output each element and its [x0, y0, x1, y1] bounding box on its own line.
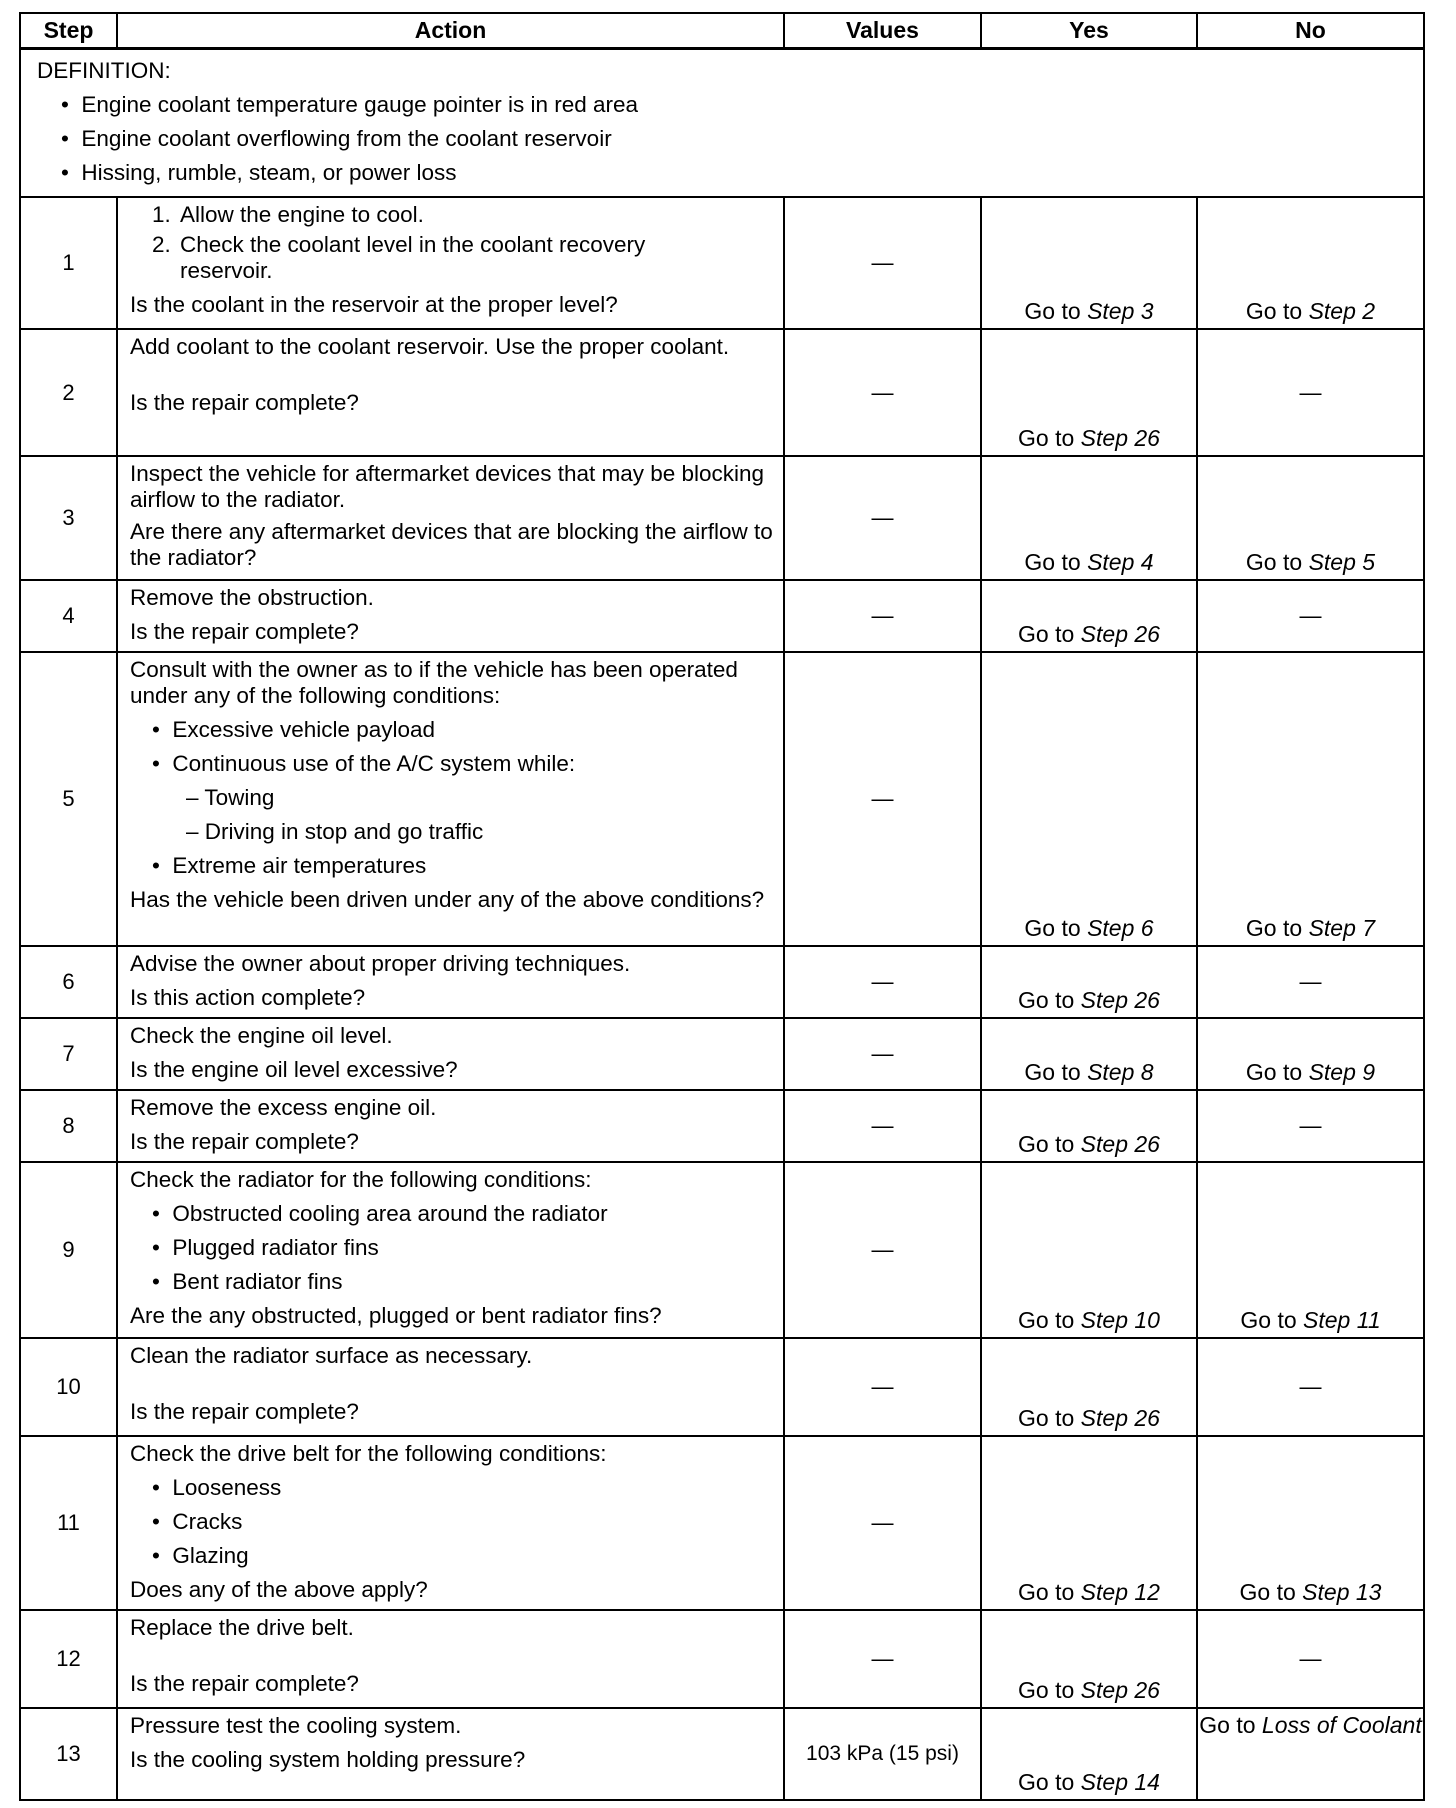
- step-number: 9: [20, 1162, 117, 1338]
- yes-link[interactable]: Go to Step 26: [981, 1610, 1197, 1708]
- action-cell: [117, 1338, 784, 1436]
- action-text: Add coolant to the coolant reservoir. Use the proper coolant.: [130, 334, 730, 359]
- sub-item: – Towing: [186, 785, 275, 810]
- question: Is the cooling system holding pressure?: [130, 1747, 526, 1772]
- step-number: 12: [20, 1610, 117, 1708]
- question: Is the repair complete?: [130, 1671, 359, 1696]
- yes-link[interactable]: Go to Step 26: [981, 946, 1197, 1018]
- question: Is the repair complete?: [130, 619, 359, 644]
- no-link[interactable]: Go to Step 5: [1197, 456, 1424, 580]
- table-row: [20, 197, 1424, 329]
- definition-row: [20, 49, 1424, 198]
- no-link[interactable]: Go to Step 2: [1197, 197, 1424, 329]
- definition-item: • Hissing, rumble, steam, or power loss: [61, 160, 457, 185]
- bullet-item: • Glazing: [152, 1543, 249, 1568]
- table-row: [20, 1436, 1424, 1610]
- table-row: [20, 1338, 1424, 1436]
- yes-link[interactable]: Go to Step 26: [981, 1090, 1197, 1162]
- step-number: 4: [20, 580, 117, 652]
- question: Is the repair complete?: [130, 390, 359, 415]
- question: Are there any aftermarket devices that are blocking the airflow to the radiator?: [130, 519, 773, 570]
- value-cell: 103 kPa (15 psi): [784, 1708, 981, 1800]
- value-cell: —: [784, 652, 981, 946]
- question: Has the vehicle been driven under any of the above conditions?: [130, 887, 765, 912]
- no-value: —: [1197, 580, 1424, 652]
- header-row: [20, 13, 1424, 49]
- yes-link[interactable]: Go to Step 8: [981, 1018, 1197, 1090]
- action-text: Check the engine oil level.: [130, 1023, 393, 1048]
- definition-item: • Engine coolant temperature gauge pointer is in red area: [61, 92, 639, 117]
- value-cell: —: [784, 1610, 981, 1708]
- yes-link[interactable]: Go to Step 26: [981, 1338, 1197, 1436]
- bullet-item: • Bent radiator fins: [152, 1269, 343, 1294]
- no-value: —: [1197, 1090, 1424, 1162]
- action-text: Remove the obstruction.: [130, 585, 374, 610]
- action-cell: [117, 329, 784, 456]
- question: Is the coolant in the reservoir at the proper level?: [130, 292, 618, 317]
- bullet-item: • Plugged radiator fins: [152, 1235, 379, 1260]
- header-no: No: [1197, 13, 1424, 49]
- value-cell: —: [784, 1162, 981, 1338]
- question: Is the repair complete?: [130, 1399, 359, 1424]
- diagnostic-table: [19, 12, 1425, 1801]
- no-link[interactable]: Go to Step 9: [1197, 1018, 1424, 1090]
- value-cell: —: [784, 456, 981, 580]
- sub-item: – Driving in stop and go traffic: [186, 819, 484, 844]
- no-value: —: [1197, 329, 1424, 456]
- value-cell: —: [784, 1090, 981, 1162]
- step-number: 11: [20, 1436, 117, 1610]
- action-cell: [117, 1018, 784, 1090]
- step-number: 6: [20, 946, 117, 1018]
- table-row: [20, 652, 1424, 946]
- no-value: —: [1197, 1610, 1424, 1708]
- value-cell: —: [784, 197, 981, 329]
- definition-label: DEFINITION:: [37, 58, 171, 83]
- numbered-item: 1. Allow the engine to cool.: [152, 202, 424, 227]
- action-cell: [117, 946, 784, 1018]
- yes-link[interactable]: Go to Step 14: [981, 1708, 1197, 1800]
- step-number: 3: [20, 456, 117, 580]
- step-number: 8: [20, 1090, 117, 1162]
- value-cell: —: [784, 1338, 981, 1436]
- action-cell: [117, 197, 784, 329]
- definition-cell: [20, 49, 1424, 198]
- action-text: Pressure test the cooling system.: [130, 1713, 462, 1738]
- action-text: Replace the drive belt.: [130, 1615, 354, 1640]
- value-cell: —: [784, 1436, 981, 1610]
- action-text: Clean the radiator surface as necessary.: [130, 1343, 533, 1368]
- step-number: 10: [20, 1338, 117, 1436]
- value-cell: —: [784, 580, 981, 652]
- step-number: 13: [20, 1708, 117, 1800]
- header-action: Action: [117, 13, 784, 49]
- table-row: [20, 1090, 1424, 1162]
- table-row: [20, 1018, 1424, 1090]
- action-cell: [117, 580, 784, 652]
- table-row: [20, 1708, 1424, 1800]
- yes-link[interactable]: Go to Step 6: [981, 652, 1197, 946]
- action-cell: [117, 456, 784, 580]
- yes-link[interactable]: Go to Step 12: [981, 1436, 1197, 1610]
- no-value: —: [1197, 946, 1424, 1018]
- question: Is the engine oil level excessive?: [130, 1057, 458, 1082]
- header-values: Values: [784, 13, 981, 49]
- header-yes: Yes: [981, 13, 1197, 49]
- no-link[interactable]: Go to Step 13: [1197, 1436, 1424, 1610]
- action-text: Advise the owner about proper driving techniques.: [130, 951, 631, 976]
- yes-link[interactable]: Go to Step 3: [981, 197, 1197, 329]
- yes-link[interactable]: Go to Step 4: [981, 456, 1197, 580]
- action-text: Inspect the vehicle for aftermarket devices that may be blocking airflow to the radiator.: [130, 461, 765, 512]
- value-cell: —: [784, 1018, 981, 1090]
- no-link[interactable]: Go to Loss of Coolant: [1197, 1708, 1424, 1800]
- value-cell: —: [784, 329, 981, 456]
- table-row: [20, 456, 1424, 580]
- table-row: [20, 329, 1424, 456]
- action-cell: [117, 1708, 784, 1800]
- table-row: [20, 1162, 1424, 1338]
- bullet-item: • Extreme air temperatures: [152, 853, 427, 878]
- question: Are the any obstructed, plugged or bent radiator fins?: [130, 1303, 662, 1328]
- no-link[interactable]: Go to Step 7: [1197, 652, 1424, 946]
- bullet-item: • Cracks: [152, 1509, 243, 1534]
- header-step: Step: [20, 13, 117, 49]
- yes-link[interactable]: Go to Step 26: [981, 580, 1197, 652]
- action-text: Remove the excess engine oil.: [130, 1095, 437, 1120]
- action-cell: [117, 1436, 784, 1610]
- action-cell: [117, 1090, 784, 1162]
- bullet-item: • Looseness: [152, 1475, 282, 1500]
- bullet-item: • Obstructed cooling area around the radiator: [152, 1201, 608, 1226]
- action-cell: [117, 652, 784, 946]
- action-text: Check the drive belt for the following conditions:: [130, 1441, 607, 1466]
- question: Is the repair complete?: [130, 1129, 359, 1154]
- step-number: 2: [20, 329, 117, 456]
- bullet-item: • Excessive vehicle payload: [152, 717, 436, 742]
- no-value: —: [1197, 1338, 1424, 1436]
- yes-link[interactable]: Go to Step 10: [981, 1162, 1197, 1338]
- table-row: [20, 946, 1424, 1018]
- yes-link[interactable]: Go to Step 26: [981, 329, 1197, 456]
- question: Is this action complete?: [130, 985, 366, 1010]
- action-cell: [117, 1162, 784, 1338]
- bullet-item: • Continuous use of the A/C system while:: [152, 751, 576, 776]
- step-number: 7: [20, 1018, 117, 1090]
- action-cell: [117, 1610, 784, 1708]
- definition-item: • Engine coolant overflowing from the coolant reservoir: [61, 126, 612, 151]
- step-number: 5: [20, 652, 117, 946]
- step-number: 1: [20, 197, 117, 329]
- numbered-item: 2. Check the coolant level in the coolant recovery reservoir.: [152, 232, 646, 283]
- question: Does any of the above apply?: [130, 1577, 428, 1602]
- action-text: Consult with the owner as to if the vehicle has been operated under any of the following conditions:: [130, 657, 738, 708]
- table-row: [20, 580, 1424, 652]
- action-text: Check the radiator for the following conditions:: [130, 1167, 592, 1192]
- no-link[interactable]: Go to Step 11: [1197, 1162, 1424, 1338]
- table-row: [20, 1610, 1424, 1708]
- value-cell: —: [784, 946, 981, 1018]
